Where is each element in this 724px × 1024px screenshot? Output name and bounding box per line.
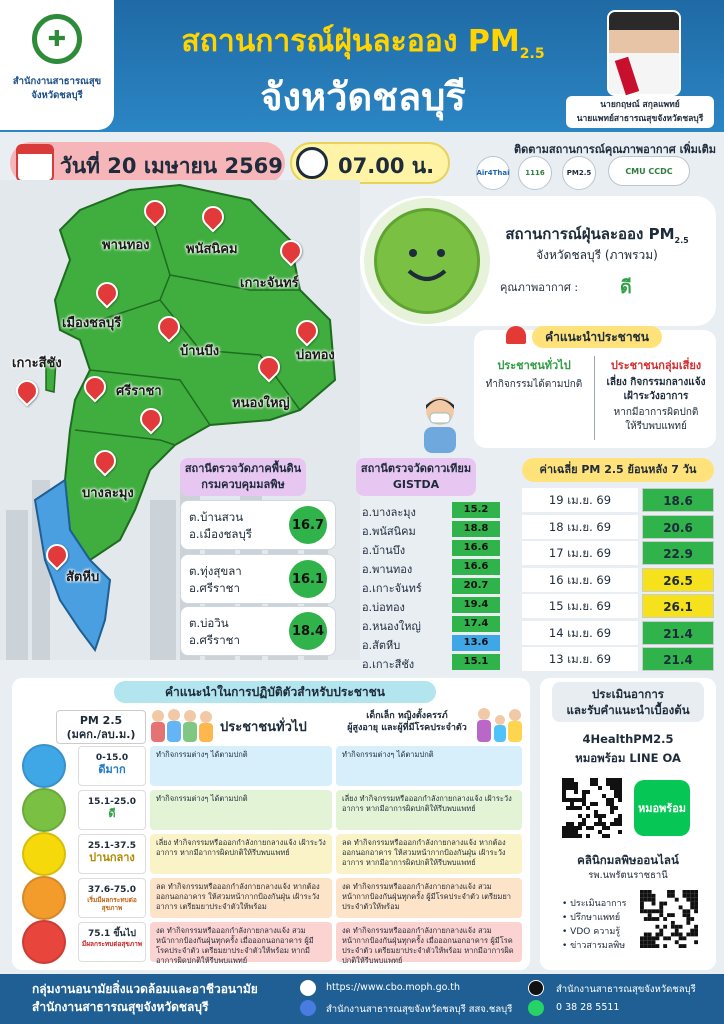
guide-risk-advice: เลี่ยง ทำกิจกรรมหรือออกกำลังกายกลางแจ้ง เฝ้าระวังอาการ หากมีอาการผิดปกติให้รีบพบแพทย์ <box>336 790 522 830</box>
guide-general-advice: ลด ทำกิจกรรมหรือออกกำลังกายกลางแจ้ง หากต้องออกนอกอาคาร ให้สวมหน้ากากป้องกันฝุ่น เฝ้าระวังอาการ เตรียมยาประจำตัวให้พร้อม <box>150 878 332 918</box>
district-label: บ้านบึง <box>180 344 220 359</box>
aqi-range-cell <box>78 834 146 874</box>
aqi-range-cell <box>78 878 146 918</box>
status-title-subscript: 2.5 <box>674 236 689 245</box>
calendar-icon <box>16 144 54 182</box>
smiley-face-icon <box>374 208 480 314</box>
advice-general-head: ประชาชนทั่วไป <box>497 359 571 372</box>
guide-general-advice: เลี่ยง ทำกิจกรรมหรือออกกำลังกายกลางแจ้ง เฝ้าระวังอาการ หากมีอาการผิดปกติให้รีบพบแพทย์ <box>150 834 332 874</box>
gistda-district-name: อ.สัตหีบ <box>362 639 401 652</box>
clinic-service-item: • ประเมินอาการ <box>562 899 627 909</box>
gistda-title-line2: GISTDA <box>392 478 440 491</box>
pcd-station-value: 16.1 <box>289 560 327 598</box>
gistda-district-value: 15.2 <box>452 502 500 518</box>
aqi-range-cell <box>78 746 146 786</box>
average-date: 18 เม.ย. 69 <box>522 515 638 539</box>
main-title-province: จังหวัดชลบุรี <box>260 75 466 119</box>
average-date: 19 เม.ย. 69 <box>522 488 638 512</box>
guide-pm-header-line2: (มคก./ลบ.ม.) <box>66 728 136 741</box>
masked-child-icon <box>420 395 460 453</box>
tiktok-icon <box>528 980 544 996</box>
district-label: หนองใหญ่ <box>232 396 290 411</box>
main-title: สถานการณ์ฝุ่นละออง $PM_{2.5}$ <box>181 24 545 62</box>
app-1116-icon[interactable]: 1116 <box>518 156 552 190</box>
guide-title: คำแนะนำในการปฏิบัติตัวสำหรับประชาชน <box>114 681 436 703</box>
gistda-district-name: อ.เกาะสีชัง <box>362 658 415 671</box>
status-subtitle: จังหวัดชลบุรี (ภาพรวม) <box>536 248 658 262</box>
guide-risk-advice: ลด ทำกิจกรรมหรือออกกำลังกายกลางแจ้ง หากต้องออกนอกอาคาร ให้สวมหน้ากากป้องกันฝุ่น เฝ้าระวังอาการ หากมีอาการผิดปกติให้รีบพบแพทย์ <box>336 834 522 874</box>
average-value: 26.1 <box>642 594 714 618</box>
gistda-district-name: อ.บางละมุง <box>362 506 416 519</box>
district-label: บ่อทอง <box>296 348 335 363</box>
guide-risk-header-line2: ผู้สูงอายุ และผู้ที่มีโรคประจำตัว <box>347 723 467 733</box>
guide-risk-header-line1: เด็กเล็ก หญิงตั้งครรภ์ <box>366 711 448 721</box>
advice-general-body: ทำกิจกรรมได้ตามปกติ <box>485 379 583 390</box>
footer-facebook[interactable]: สำนักงานสาธารณสุขจังหวัดชลบุรี สสจ.ชลบุรี <box>326 1004 513 1015</box>
district-label: พานทอง <box>102 238 150 253</box>
clock-icon <box>296 147 328 179</box>
district-label: เกาะสีชัง <box>12 356 62 371</box>
average-value: 21.4 <box>642 647 714 671</box>
official-caption <box>566 96 714 128</box>
aqi-quality-label: ปานกลาง <box>89 851 135 864</box>
clinic-title: คลินิกมลพิษออนไลน์ <box>577 853 679 867</box>
gistda-district-value: 20.7 <box>452 578 500 594</box>
gistda-district-name: อ.เกาะจันทร์ <box>362 582 422 595</box>
guide-general-advice: งด ทำกิจกรรมหรือออกกำลังกายกลางแจ้ง สวมหน้ากากป้องกันฝุ่นทุกครั้ง เมื่อออกนอกอาคาร ผู้มีโรคประจำตัว เตรียมยาประจำตัวให้พร้อม หากมีอาการผิดปกติให้รีบพบแพทย์ <box>150 922 332 962</box>
average-value: 18.6 <box>642 488 714 512</box>
aqi-face-icon <box>22 788 66 832</box>
phone-icon <box>528 1000 544 1016</box>
moph-logo-icon: ✚ <box>32 14 82 64</box>
average-date: 16 เม.ย. 69 <box>522 568 638 592</box>
guide-risk-advice: งด ทำกิจกรรมหรือออกกำลังกายกลางแจ้ง สวมหน้ากากป้องกันฝุ่นทุกครั้ง ผู้มีโรคประจำตัว เตรียมยาประจำตัวให้พร้อม <box>336 878 522 918</box>
gistda-title-line1: สถานีตรวจวัดดาวเทียม <box>360 462 472 475</box>
pcd-title <box>180 458 306 496</box>
web-icon <box>300 980 316 996</box>
facebook-icon <box>300 1000 316 1016</box>
average-value: 26.5 <box>642 568 714 592</box>
average-value: 20.6 <box>642 515 714 539</box>
gistda-district-value: 17.4 <box>452 616 500 632</box>
district-label: บางละมุง <box>82 486 134 501</box>
aqi-quality-label: ดีมาก <box>98 763 126 776</box>
cmu-ccdc-app-icon[interactable]: CMU CCDC <box>608 156 690 186</box>
guide-general-header: ประชาชนทั่วไป <box>220 720 307 735</box>
pcd-station-value: 16.7 <box>289 506 327 544</box>
gistda-district-value: 16.6 <box>452 540 500 556</box>
pcd-title-line2: กรมควบคุมมลพิษ <box>201 478 285 491</box>
average-value: 22.9 <box>642 541 714 565</box>
air4thai-app-icon[interactable]: Air4Thai <box>476 156 510 190</box>
aqi-range-cell <box>78 922 146 962</box>
clinic-subtitle: รพ.นพรัตนราชธานี <box>588 870 668 881</box>
official-name: นายกฤษณ์ สกุลแพทย์ <box>600 100 680 110</box>
pcd-station-value: 18.4 <box>289 612 327 650</box>
gistda-district-name: อ.พานทอง <box>362 563 413 576</box>
mohpromt-line-text: หมอพร้อม LINE OA <box>575 751 681 765</box>
pcd-station-line1: ต.ทุ่งสุขลา <box>189 564 242 578</box>
pcd-station-card <box>180 606 336 656</box>
aqi-range-value: 25.1-37.5 <box>87 841 137 851</box>
average-value: 21.4 <box>642 621 714 645</box>
advice-divider <box>594 356 595 440</box>
aqi-face-icon <box>22 744 66 788</box>
district-label: เมืองชลบุรี <box>62 316 122 331</box>
aqi-face-icon <box>22 920 66 964</box>
pcd-station-line2: อ.ศรีราชา <box>189 633 240 647</box>
clinic-qr-code[interactable] <box>640 890 698 948</box>
official-photo <box>607 10 681 96</box>
pcd-station-line1: ต.บ่อวิน <box>189 616 229 630</box>
aqi-range-cell <box>78 790 146 830</box>
gistda-district-name: อ.บ่อทอง <box>362 601 405 614</box>
footer-dept: กลุ่มงานอนามัยสิ่งแวดล้อมและอาชีวอนามัย <box>32 982 258 996</box>
advice-risk-body: เลี่ยง กิจกรรมกลางแจ้ง <box>606 377 706 388</box>
pcd-title-line1: สถานีตรวจวัดภาคพื้นดิน <box>184 462 302 475</box>
quality-label: คุณภาพอากาศ : <box>500 281 579 294</box>
aqi-range-value: 0-15.0 <box>95 753 129 763</box>
follow-air-quality-text: ติดตามสถานการณ์คุณภาพอากาศ เพิ่มเติม <box>514 143 716 156</box>
org-name-line1: สำนักงานสาธารณสุข <box>12 76 102 87</box>
gistda-district-value: 18.8 <box>452 521 500 537</box>
guide-general-advice: ทำกิจกรรมต่างๆ ได้ตามปกติ <box>150 790 332 830</box>
guide-pm-header <box>56 710 146 744</box>
advice-risk-body: ให้รีบพบแพทย์ <box>625 421 687 432</box>
district-label: สัตหีบ <box>66 570 100 585</box>
official-role: นายแพทย์สาธารณสุขจังหวัดชลบุรี <box>576 114 704 124</box>
average-date: 17 เม.ย. 69 <box>522 541 638 565</box>
aqi-range-value: 75.1 ขึ้นไป <box>88 929 136 939</box>
title-subscript: 2.5 <box>519 46 545 62</box>
guide-risk-advice: งด ทำกิจกรรมหรือออกกำลังกายกลางแจ้ง สวมหน้ากากป้องกันฝุ่นทุกครั้ง เมื่อออกนอกอาคาร ผู้มีโรคประจำตัว เตรียมยาประจำตัวให้พร้อม หากมีอาการผิดปกติให้รีบพบแพทย์ <box>336 922 522 962</box>
clinic-service-item: • VDO ความรู้ <box>562 927 621 937</box>
clinic-service-item: • ข่าวสารมลพิษ <box>562 941 626 951</box>
siren-icon <box>506 326 526 344</box>
gistda-title <box>356 458 476 496</box>
mohpromt-app-icon[interactable]: หมอพร้อม <box>634 780 690 836</box>
assess-title-line2: และรับคำแนะนำเบื้องต้น <box>566 703 690 717</box>
pcd-station-card <box>180 500 336 550</box>
pm25-app-icon[interactable]: PM2.5 <box>562 156 596 190</box>
district-label: พนัสนิคม <box>186 242 238 257</box>
gistda-district-name: อ.หนองใหญ่ <box>362 620 421 633</box>
gistda-district-value: 13.6 <box>452 635 500 651</box>
gistda-district-name: อ.บ้านบึง <box>362 544 406 557</box>
quality-value: ดี <box>620 277 632 298</box>
report-date: วันที่ 20 เมษายน 2569 <box>60 154 283 178</box>
gistda-district-value: 19.4 <box>452 597 500 613</box>
report-time: 07.00 น. <box>338 154 435 178</box>
guide-pm-header-line1: PM 2.5 <box>79 714 123 727</box>
gistda-district-value: 15.1 <box>452 654 500 670</box>
aqi-face-icon <box>22 876 66 920</box>
aqi-range-value: 37.6-75.0 <box>87 885 137 895</box>
gistda-district-name: อ.พนัสนิคม <box>362 525 416 538</box>
people-group-icon <box>146 706 216 744</box>
aqi-range-value: 15.1-25.0 <box>87 797 137 807</box>
pcd-station-line1: ต.บ้านสวน <box>189 510 244 524</box>
aqi-face-icon <box>22 832 66 876</box>
gistda-district-value: 16.6 <box>452 559 500 575</box>
footer-phone[interactable]: 0 38 28 5511 <box>556 1002 620 1013</box>
org-name-line2: จังหวัดชลบุรี <box>31 90 83 101</box>
district-label: เกาะจันทร์ <box>240 276 299 291</box>
aqi-quality-label: เริ่มมีผลกระทบต่อสุขภาพ <box>87 896 137 912</box>
health-pm-text: 4HealthPM2.5 <box>582 732 674 746</box>
pcd-station-line2: อ.ศรีราชา <box>189 581 240 595</box>
advice-risk-head: ประชาชนกลุ่มเสี่ยง <box>610 359 702 372</box>
aqi-quality-label: ดี <box>108 807 116 820</box>
guide-general-advice: ทำกิจกรรมต่างๆ ได้ตามปกติ <box>150 746 332 786</box>
line-oa-qr-code[interactable] <box>562 778 622 838</box>
average-date: 15 เม.ย. 69 <box>522 594 638 618</box>
guide-risk-header <box>340 710 474 734</box>
status-title: สถานการณ์ฝุ่นละออง $PM_{2.5}$ <box>505 225 689 245</box>
family-icon <box>474 704 524 744</box>
district-label: ศรีราชา <box>116 384 162 399</box>
footer-office: สำนักงานสาธารณสุขจังหวัดชลบุรี <box>32 1000 209 1014</box>
advice-risk-body: เฝ้าระวังอาการ <box>623 391 689 402</box>
footer-website[interactable]: https://www.cbo.moph.go.th <box>326 982 461 993</box>
assess-title-line1: ประเมินอาการ <box>592 687 664 701</box>
advice-risk-body: หากมีอาการผิดปกติ <box>613 407 699 418</box>
aqi-quality-label: มีผลกระทบต่อสุขภาพ <box>81 940 143 948</box>
clinic-service-item: • ปรึกษาแพทย์ <box>562 913 621 923</box>
average-date: 13 เม.ย. 69 <box>522 647 638 671</box>
pcd-station-line2: อ.เมืองชลบุรี <box>189 527 252 541</box>
guide-risk-advice: ทำกิจกรรมต่างๆ ได้ตามปกติ <box>336 746 522 786</box>
average-title: ค่าเฉลี่ย PM 2.5 ย้อนหลัง 7 วัน <box>522 458 714 482</box>
pcd-station-card <box>180 554 336 604</box>
average-date: 14 เม.ย. 69 <box>522 621 638 645</box>
footer-tiktok[interactable]: สำนักงานสาธารณสุขจังหวัดชลบุรี <box>556 984 696 995</box>
assess-title <box>552 682 704 722</box>
advice-title: คำแนะนำประชาชน <box>532 326 662 348</box>
